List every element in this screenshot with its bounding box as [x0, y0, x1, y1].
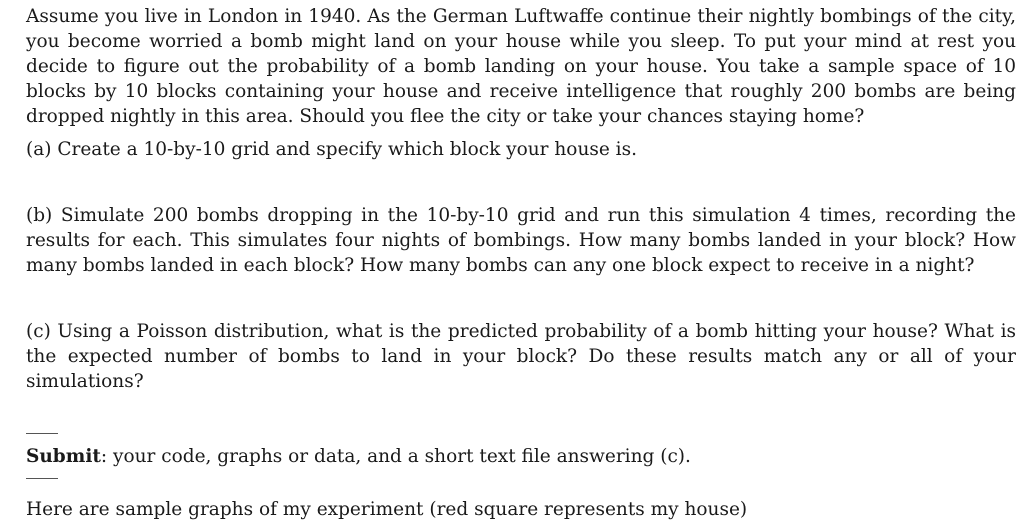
- sample-graphs-note: Here are sample graphs of my experiment (red square represents my house): [26, 499, 748, 520]
- submit-instructions: [26, 444, 1016, 469]
- separator-rule: [26, 478, 58, 479]
- problem-document: [26, 4, 1016, 522]
- part-a-question: (a) Create a 10-by-10 grid and specify which block your house is.: [26, 139, 637, 160]
- separator-rule: [26, 433, 58, 434]
- submit-text: : your code, graphs or data, and a short text file answering (c).: [100, 446, 691, 467]
- part-c-question: (c) Using a Poisson distribution, what is the predicted probability of a bomb hitting your house? What is the expected number of bombs to land in your block? Do these results match any or all of your simulations?: [26, 321, 1016, 392]
- part-b-question: (b) Simulate 200 bombs dropping in the 10-by-10 grid and run this simulation 4 times, recording the results for each. This simulates four nights of bombings. How many bombs landed in your block? How many bombs landed in each block? How many bombs can any one block expect to receive in a night?: [26, 205, 1016, 276]
- submit-label: Submit: [26, 446, 101, 467]
- intro-paragraph: Assume you live in London in 1940. As the German Luftwaffe continue their nightly bombings of the city, you become worried a bomb might land on your house while you sleep. To put your mind at rest you decide to figure out the probability of a bomb landing on your house. You take a sample space of 10 blocks by 10 blocks containing your house and receive intelligence that roughly 200 bombs are being dropped nightly in this area. Should you flee the city or take your chances staying home?: [26, 6, 1016, 127]
